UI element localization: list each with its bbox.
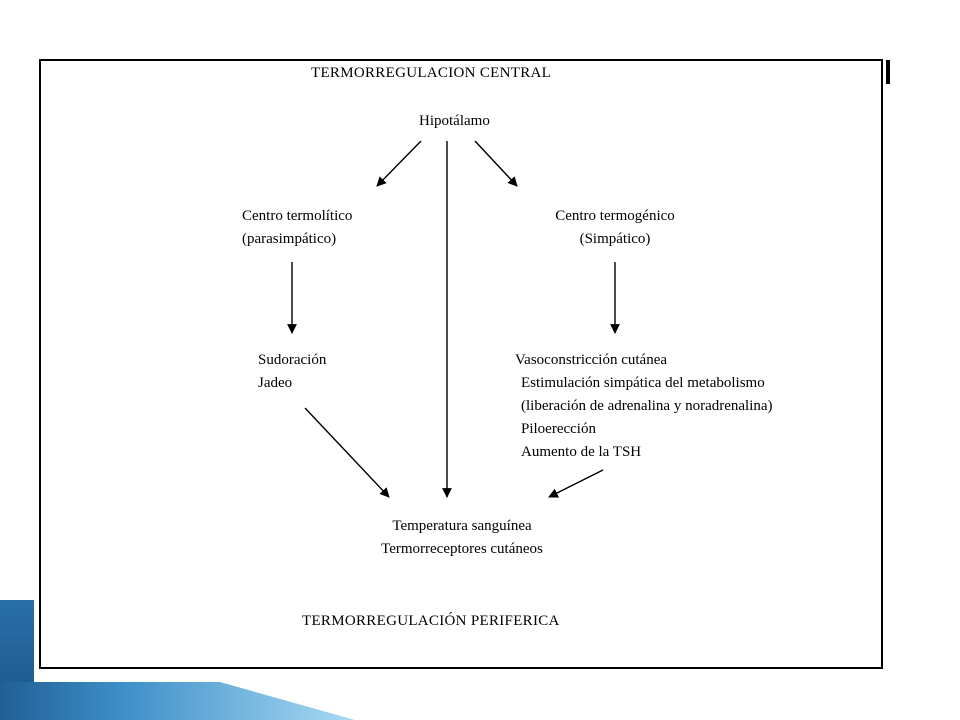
title-peripheral: TERMORREGULACIÓN PERIFERICA: [302, 613, 560, 629]
node-left-effects: [258, 349, 326, 395]
node-hypothalamus: Hipotálamo: [419, 113, 490, 129]
right-effect-item: (liberación de adrenalina y noradrenalina): [521, 398, 773, 414]
node-target: [352, 515, 572, 561]
node-thermolytic-line1: Centro termolítico: [242, 208, 353, 224]
right-effect-item: Estimulación simpática del metabolismo: [521, 375, 765, 391]
right-effect-item: Piloerección: [521, 421, 596, 437]
node-thermolytic-center: [242, 205, 352, 251]
left-effect-item: Sudoración: [258, 352, 327, 368]
node-right-effects: [515, 349, 773, 464]
node-thermogenic-center: [530, 205, 700, 251]
right-effect-item: Vasoconstricción cutánea: [515, 352, 668, 368]
arrow-left-effects-to-target: [305, 408, 389, 497]
node-target-line1: Temperatura sanguínea: [392, 518, 532, 534]
node-thermogenic-line2: (Simpático): [579, 231, 651, 247]
arrow-hypothalamus-to-thermogenic: [475, 141, 517, 186]
arrow-hypothalamus-to-thermolytic: [377, 141, 421, 186]
right-effect-item: Aumento de la TSH: [521, 444, 642, 460]
node-thermolytic-line2: (parasimpático): [242, 231, 337, 247]
title-central: TERMORREGULACION CENTRAL: [311, 65, 552, 81]
arrow-right-effects-to-target: [549, 470, 603, 497]
node-thermogenic-line1: Centro termogénico: [555, 208, 675, 224]
node-target-line2: Termorreceptores cutáneos: [381, 541, 543, 557]
left-effect-item: Jadeo: [258, 375, 293, 391]
